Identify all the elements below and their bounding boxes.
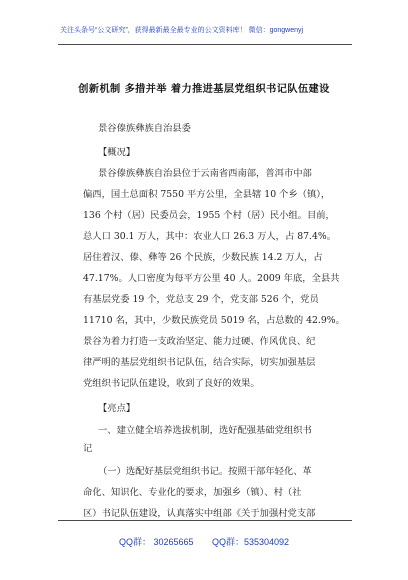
footer-qq-group-1: QQ群： 30265665 bbox=[118, 537, 194, 547]
point-heading-line: 记 bbox=[83, 443, 93, 454]
header-divider bbox=[58, 44, 352, 45]
paragraph-line: 党组织书记队伍建设，收到了良好的效果。 bbox=[83, 378, 260, 389]
header-banner: 关注头条号“公文研究”，获得最新最全最专业的公文资料库！ 微信：gongwenyj bbox=[60, 27, 304, 34]
author-line: 景谷傣族彝族自治县委 bbox=[98, 123, 191, 134]
paragraph-line: 居住着汉、傣、彝等 26 个民族，少数民族 14.2 万人，占 bbox=[83, 252, 323, 263]
paragraph-line: 律严明的基层党组织书记队伍，结合实际，切实加强基层 bbox=[83, 357, 316, 368]
paragraph-line: 47.17%。人口密度为每平方公里 40 人。2009 年底，全县共 bbox=[83, 273, 340, 284]
paragraph-line: 偏西，国土总面积 7550 平方公里，全县辖 10 个乡（镇）， bbox=[83, 189, 331, 200]
footer-divider bbox=[58, 520, 352, 521]
paragraph-line: 景谷为着力打造一支政治坚定、能力过硬、作风优良、纪 bbox=[83, 336, 316, 347]
section-heading-overview: 【概况】 bbox=[98, 147, 136, 158]
point-heading-line: 一、建立健全培养选拔机制，选好配强基础党组织书 bbox=[98, 425, 312, 436]
section-heading-highlights: 【亮点】 bbox=[98, 403, 136, 414]
footer-contacts bbox=[0, 535, 408, 548]
paragraph-line: （一）选配好基层党组织书记。按照干部年轻化、革 bbox=[98, 466, 312, 477]
paragraph-line: 总人口 30.1 万人，其中：农业人口 26.3 万人，占 87.4%。 bbox=[83, 231, 337, 242]
paragraph-line: 命化、知识化、专业化的要求，加强乡（镇）、村（社 bbox=[83, 487, 302, 498]
paragraph-line: 有基层党委 19 个，党总支 29 个，党支部 526 个，党员 bbox=[83, 294, 319, 305]
paragraph-line: 11710 名，其中，少数民族党员 5019 名，占总数的 42.9%。 bbox=[83, 315, 345, 326]
paragraph-line: 区）书记队伍建设，认真落实中组部《关于加强村党支部 bbox=[83, 508, 316, 519]
footer-qq-group-2: QQ群：535304092 bbox=[212, 537, 290, 547]
paragraph-line: 136 个村（居）民委员会，1955 个村（居）民小组。目前， bbox=[83, 210, 335, 221]
paragraph-line: 景谷傣族彝族自治县位于云南省西南部，普洱市中部 bbox=[98, 168, 312, 179]
document-title: 创新机制 多措并举 着力推进基层党组织书记队伍建设 bbox=[78, 84, 330, 95]
